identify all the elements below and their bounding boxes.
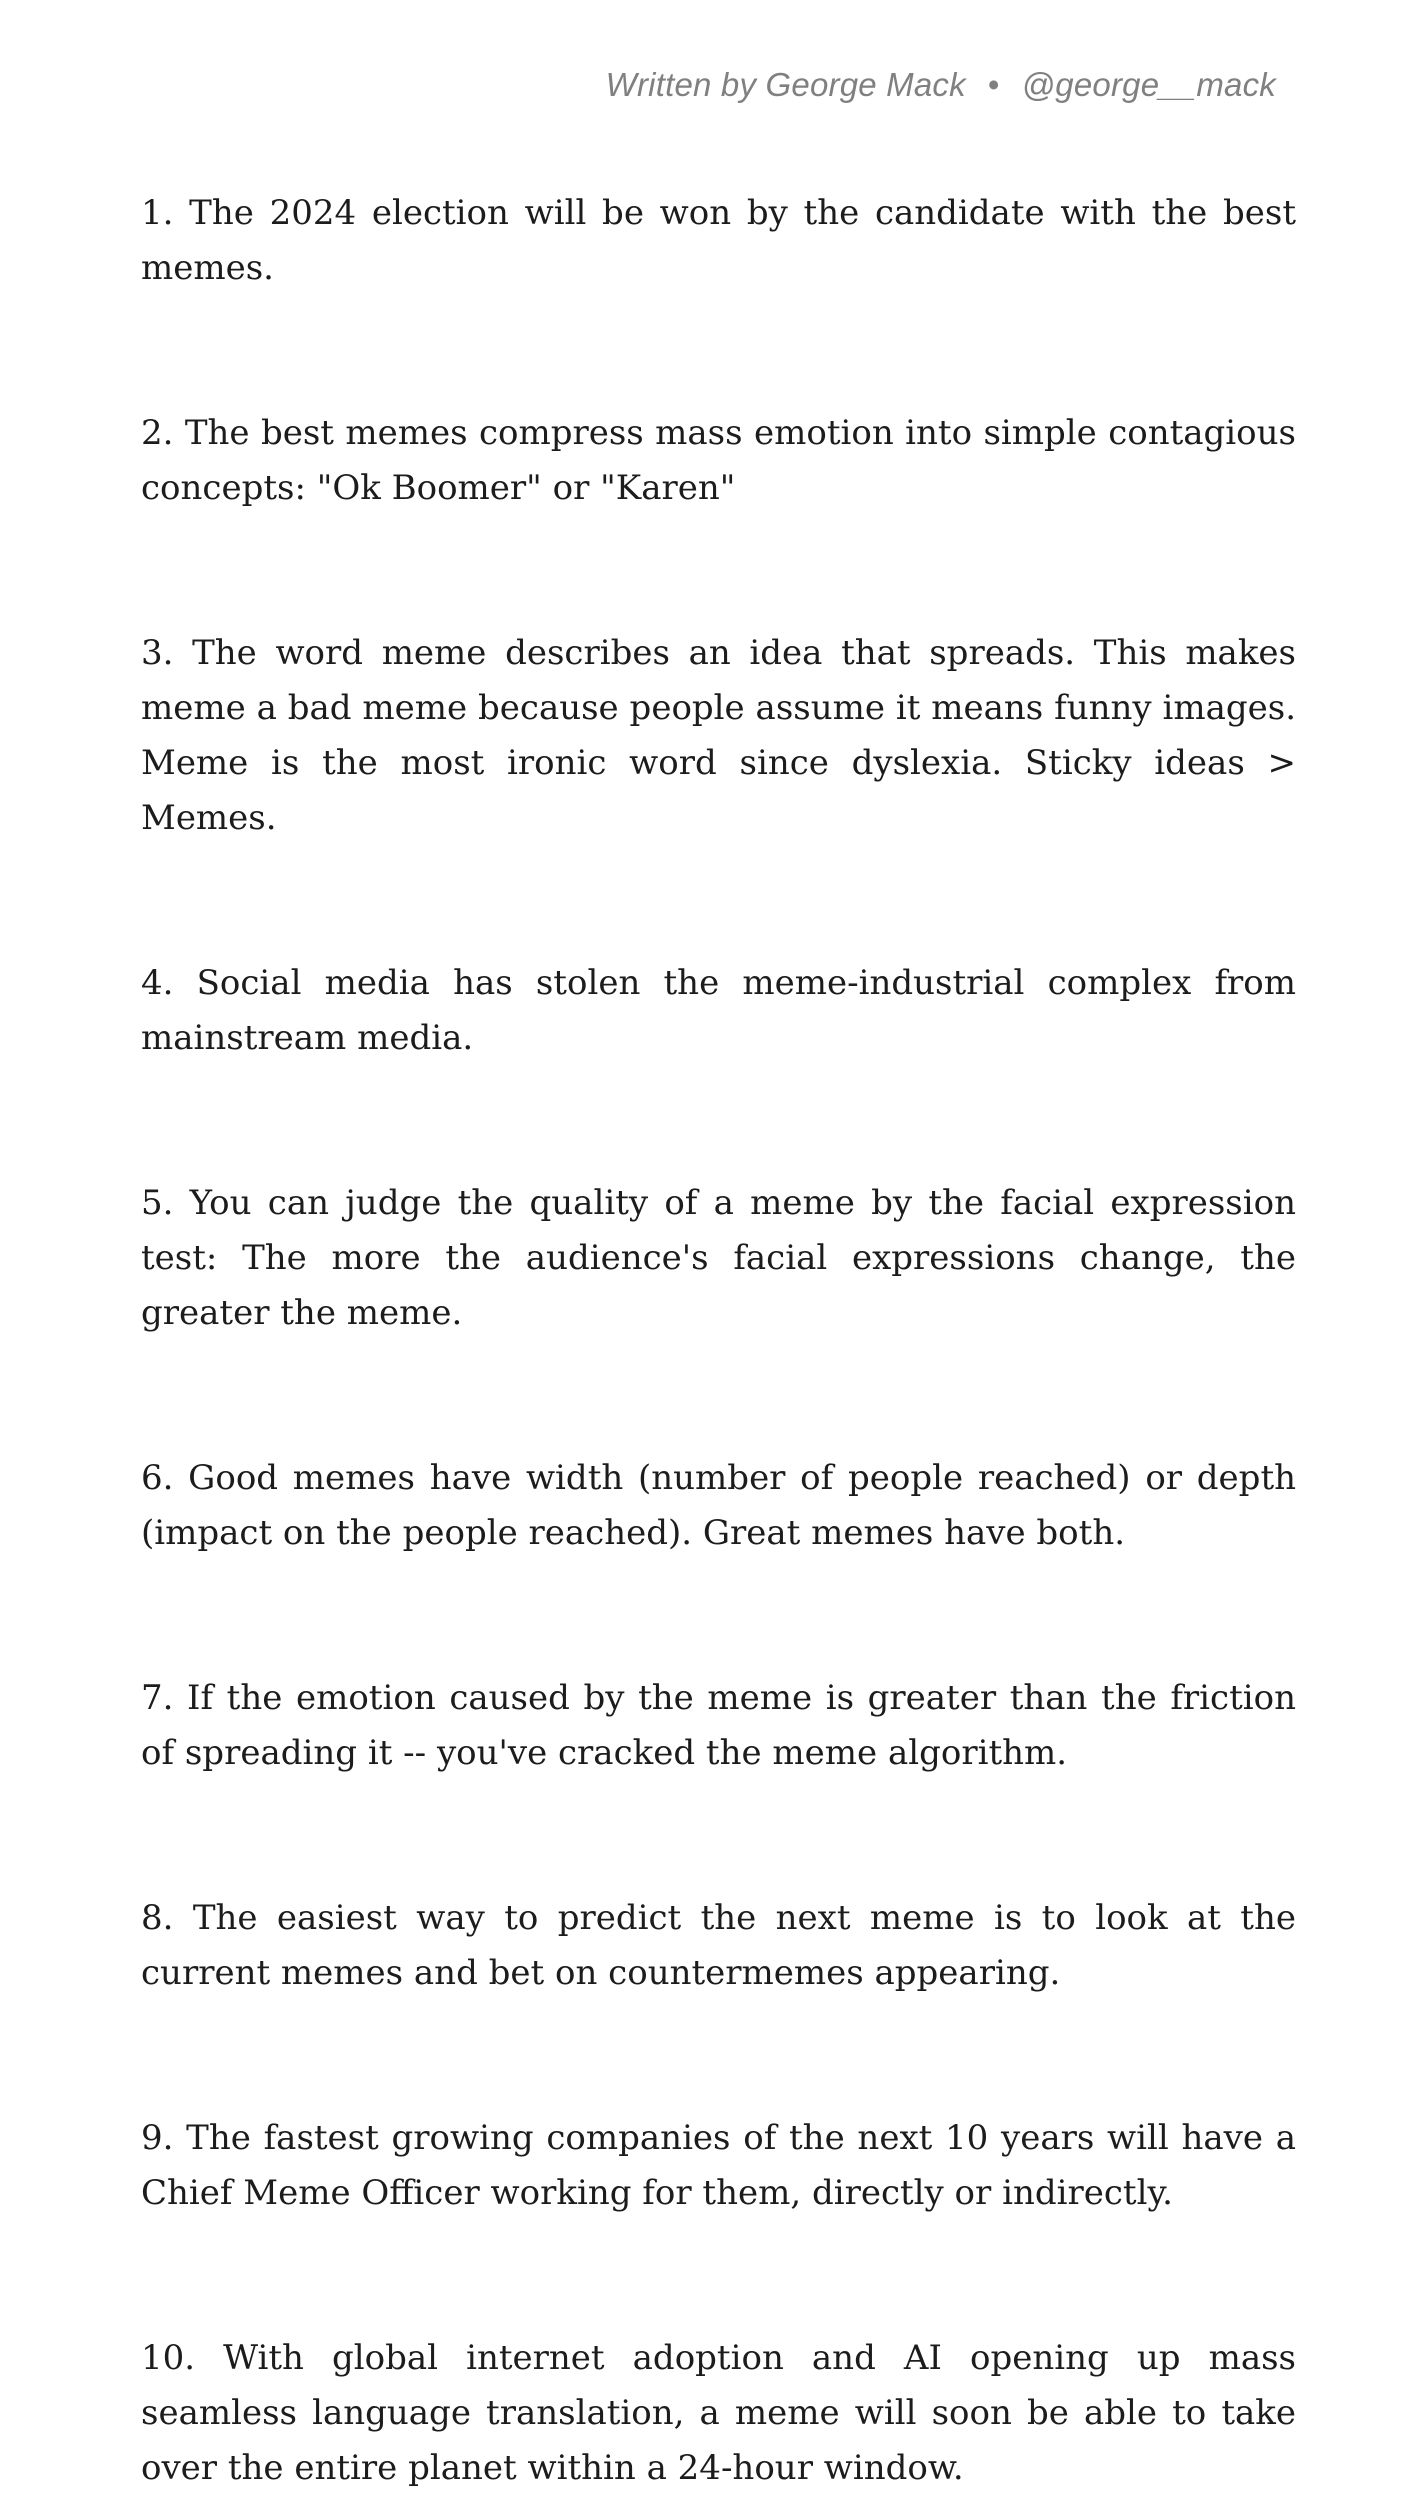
author-credit: Written by George Mack [605, 66, 966, 103]
author-handle: @george__mack [1021, 66, 1276, 103]
list-item-9: 9. The fastest growing companies of the next 10 years will have a Chief Meme Officer working for them, directly or indirectly. [141, 2118, 1296, 2213]
list-item-3: 3. The word meme describes an idea that spreads. This makes meme a bad meme because people assume it means funny images. Meme is the most ironic word since dyslexia. Sticky ideas > Memes. [141, 633, 1296, 838]
list-item-1: 1. The 2024 election will be won by the candidate with the best memes. [141, 193, 1296, 288]
byline-header [606, 66, 1276, 104]
list-item-2: 2. The best memes compress mass emotion into simple contagious concepts: "Ok Boomer" or "Karen" [141, 413, 1296, 508]
list-item-7: 7. If the emotion caused by the meme is greater than the friction of spreading it -- you've cracked the meme algorithm. [141, 1678, 1296, 1773]
list-item-4: 4. Social media has stolen the meme-industrial complex from mainstream media. [141, 963, 1296, 1058]
separator-dot: • [987, 66, 1000, 103]
list-item-8: 8. The easiest way to predict the next meme is to look at the current memes and bet on countermemes appearing. [141, 1898, 1296, 1993]
list-item-6: 6. Good memes have width (number of people reached) or depth (impact on the people reached). Great memes have both. [141, 1458, 1296, 1553]
numbered-list [141, 186, 1296, 2496]
list-item-10: 10. With global internet adoption and AI opening up mass seamless language translation, a meme will soon be able to take over the entire planet within a 24-hour window. [141, 2338, 1296, 2488]
list-item-5: 5. You can judge the quality of a meme by the facial expression test: The more the audience's facial expressions change, the greater the meme. [141, 1183, 1296, 1333]
